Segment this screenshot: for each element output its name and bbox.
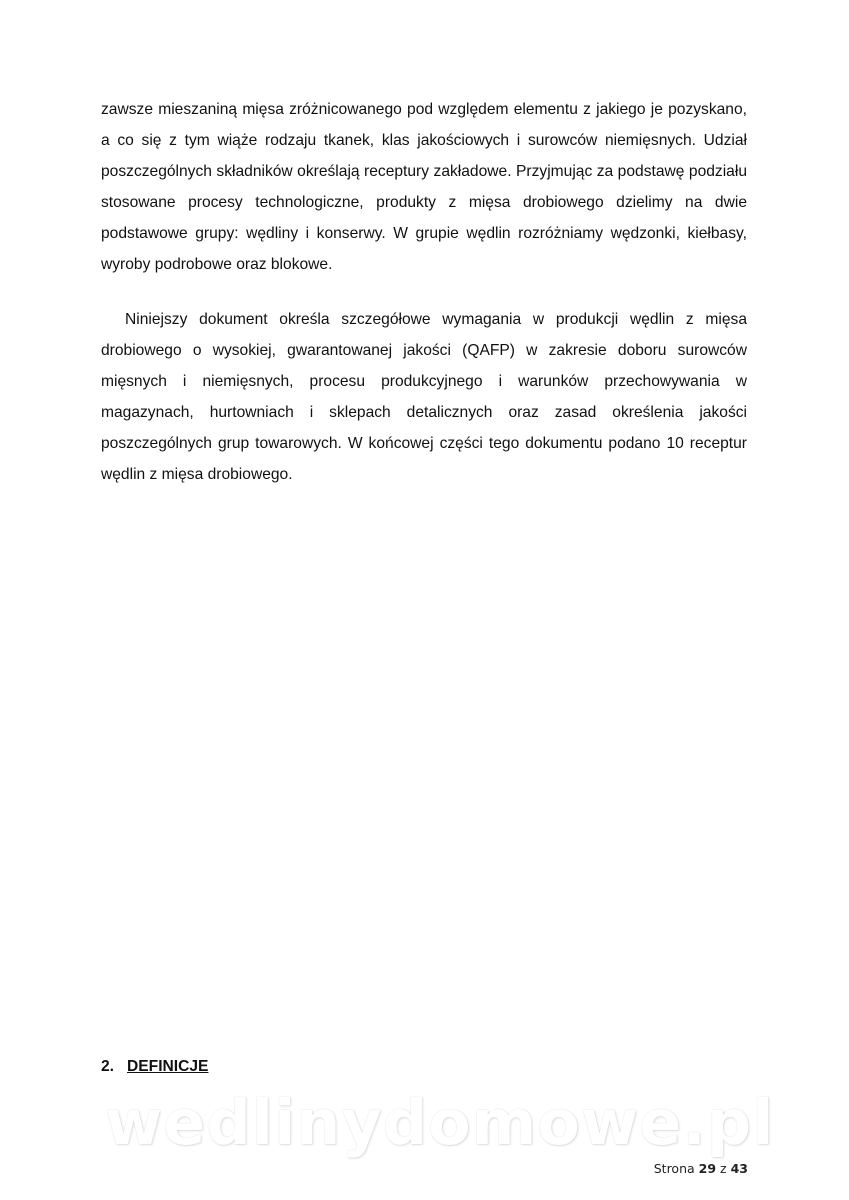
section-heading [101, 1058, 208, 1076]
body-paragraph-2: Niniejszy dokument określa szczegółowe wymagania w produkcji wędlin z mięsa drobiowego o wysokiej, gwarantowanej jakości (QAFP) w zakresie doboru surowców mięsnych i niemięsnych, procesu produkcyjnego i warunków przechowywania w magazynach, hurtowniach i sklepach detalicznych oraz zasad określenia jakości poszczególnych grup towarowych. W końcowej części tego dokumentu podano 10 receptur wędlin z mięsa drobiowego. [101, 311, 747, 483]
page-footer [654, 1161, 748, 1176]
body-paragraph-1: zawsze mieszaniną mięsa zróżnicowanego pod względem elementu z jakiego je pozyskano, a co się z tym wiąże rodzaju tkanek, klas jakościowych i surowców niemięsnych. Udział poszczególnych składników określają receptury zakładowe. Przyjmując za podstawę podziału stosowane procesy technologiczne, produkty z mięsa drobiowego dzielimy na dwie podstawowe grupy: wędliny i konserwy. W grupie wędlin rozróżniamy wędzonki, kiełbasy, wyroby podrobowe oraz blokowe. [101, 101, 747, 273]
footer-separator: z [720, 1161, 727, 1176]
section-title: DEFINICJE [127, 1058, 209, 1075]
footer-label: Strona [653, 1161, 695, 1176]
current-page-number: 29 [698, 1161, 717, 1176]
section-number: 2. [101, 1058, 115, 1075]
watermark: wedlinydomowe.pl [105, 1086, 775, 1159]
total-pages-number: 43 [730, 1161, 748, 1176]
